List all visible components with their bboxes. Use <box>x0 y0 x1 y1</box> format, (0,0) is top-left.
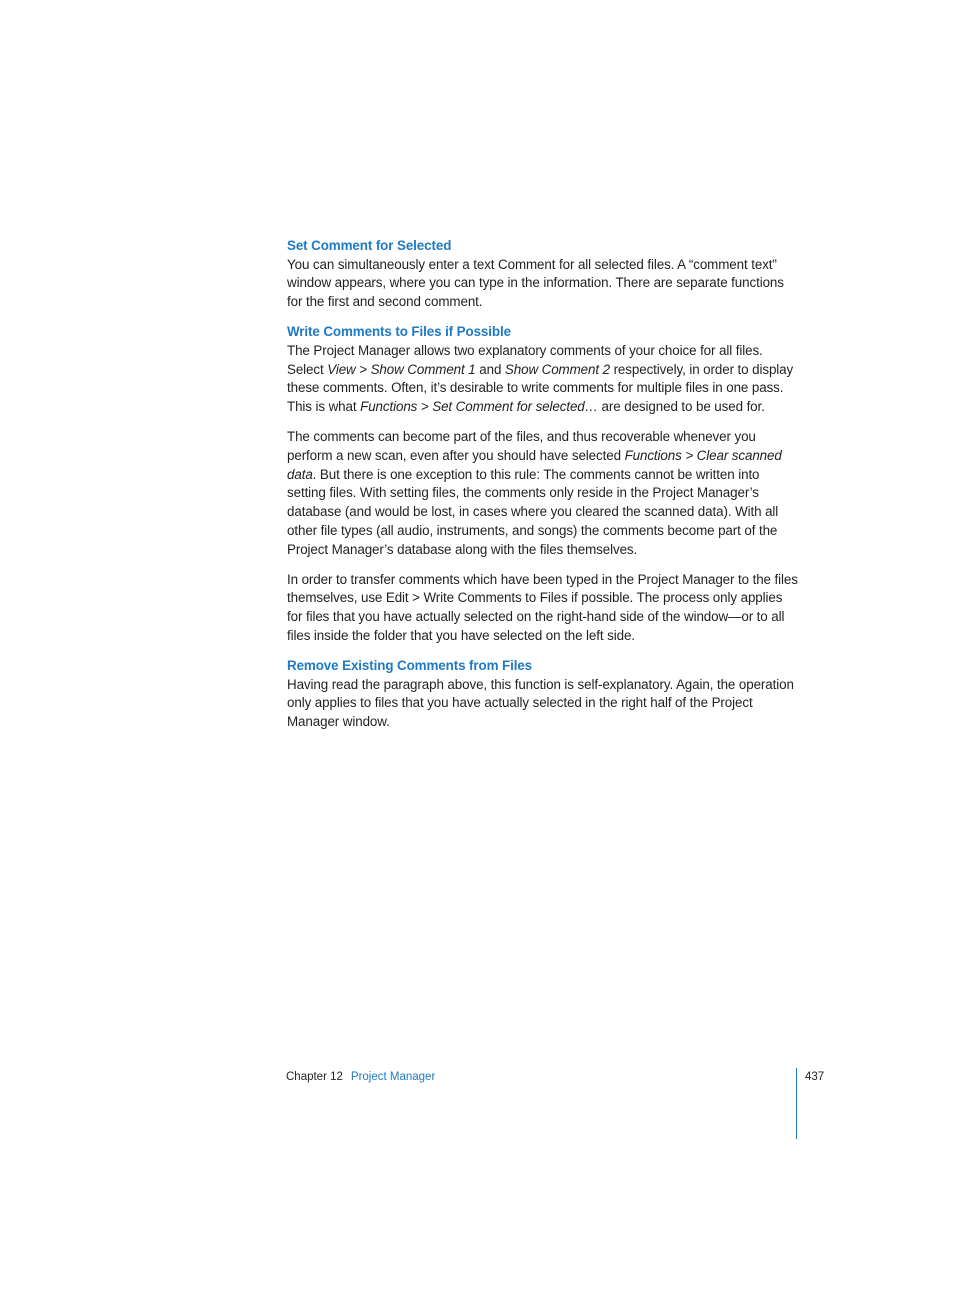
text-run: and <box>475 361 505 377</box>
menu-path: Functions > Clear scanned data <box>287 448 782 482</box>
text-run: respectively, in order to display these comments. Often, it’s desirable to write comments for multiple files in one pass. This is what <box>287 361 794 415</box>
section-heading-remove-comments: Remove Existing Comments from Files <box>287 658 533 674</box>
paragraph: Having read the paragraph above, this function is self-explanatory. Again, the operation only applies to files that you have actually selected in the right half of the Project Manager window. <box>287 676 794 730</box>
text-run: The Project Manager allows two explanatory comments of your choice for all files. Select <box>287 343 763 377</box>
menu-path: Show Comment 2 <box>504 361 610 377</box>
paragraph: You can simultaneously enter a text Comment for all selected files. A “comment text” window appears, where you can type in the information. There are separate functions for the first and second comment. <box>287 256 784 310</box>
footer-divider <box>796 1068 797 1139</box>
page-body <box>287 237 799 732</box>
paragraph <box>287 428 799 559</box>
page-footer <box>286 1069 435 1085</box>
paragraph: In order to transfer comments which have been typed in the Project Manager to the files themselves, use Edit > Write Comments to Files if possible. The process only applies for files that you have actually selected on the right-hand side of the window—or to all files inside the folder that you have selected on the left side. <box>287 571 798 643</box>
text-run: The comments can become part of the files, and thus recoverable whenever you perform a new scan, even after you should have selected <box>287 429 756 464</box>
menu-path: Functions > Set Comment for selected… <box>360 399 598 415</box>
paragraph <box>287 342 799 417</box>
footer-chapter: Chapter 12 <box>286 1071 343 1083</box>
page-number: 437 <box>805 1071 825 1083</box>
footer-chapter-title: Project Manager <box>350 1071 436 1083</box>
section-heading-write-comments: Write Comments to Files if Possible <box>287 324 511 340</box>
menu-path: View > Show Comment 1 <box>327 361 476 377</box>
section-heading-set-comment: Set Comment for Selected <box>287 238 452 253</box>
text-run: are designed to be used for. <box>597 399 765 415</box>
text-run: . But there is one exception to this rule: The comments cannot be written into setting files. With setting files, the comments only reside in the Project Manager’s database (and would be lost, in cases where you cleared the scanned data). With all other file types (all audio, instruments, and songs) the comments become part of the Project Manager’s database along with the files themselves. <box>287 466 779 557</box>
